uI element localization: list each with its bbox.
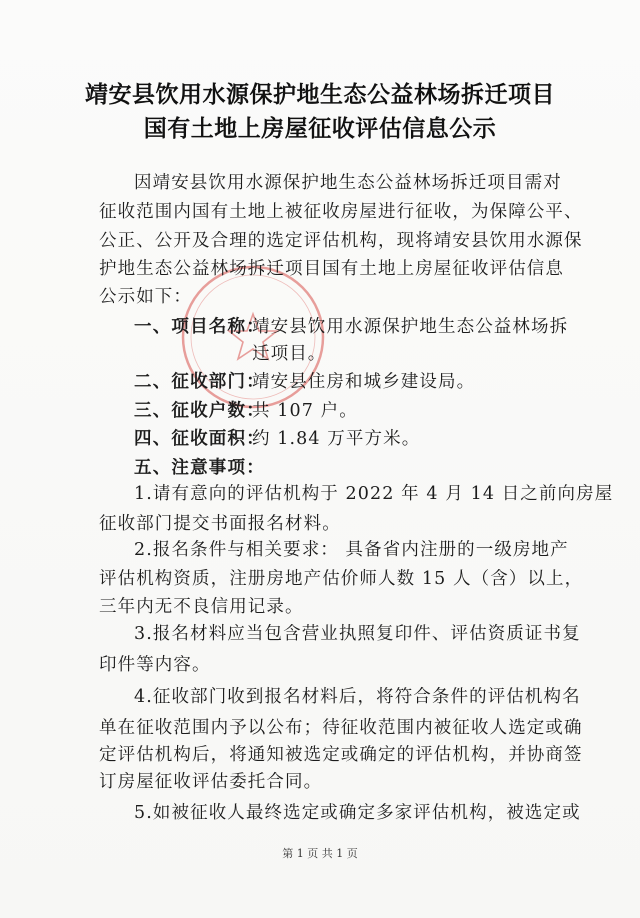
item-area-value: 约 1.84 万平方米。 xyxy=(252,429,421,449)
note-4-line-1: 4.征收部门收到报名材料后，将符合条件的评估机构名 xyxy=(134,687,581,707)
intro-line-4: 护地生态公益林场拆迁项目国有土地上房屋征收评估信息 xyxy=(99,259,564,279)
item-households-label: 三、征收户数： xyxy=(134,401,265,421)
intro-line-2: 征收范围内国有土地上被征收房屋进行征收，为保障公平、 xyxy=(99,202,583,222)
item-project-name-value-1: 靖安县饮用水源保护地生态公益林场拆 xyxy=(252,317,569,337)
item-area-label: 四、征收面积： xyxy=(134,429,265,449)
note-2-line-3: 三年内无不良信用记录。 xyxy=(99,597,304,617)
item-households-value: 共 107 户。 xyxy=(252,401,358,421)
note-3-line-1: 3.报名材料应当包含营业执照复印件、评估资质证书复 xyxy=(134,624,581,644)
page-footer: 第 1 页 共 1 页 xyxy=(282,847,358,860)
item-project-name-value-2: 迁项目。 xyxy=(252,344,327,364)
note-2-line-2: 评估机构资质，注册房地产估价师人数 15 人（含）以上， xyxy=(99,569,584,589)
item-department-label: 二、征收部门： xyxy=(134,372,265,392)
item-notes-label: 五、注意事项： xyxy=(134,458,265,478)
note-1-line-2: 征收部门提交书面报名材料。 xyxy=(99,514,341,534)
note-1-line-1: 1.请有意向的评估机构于 2022 年 4 月 14 日之前向房屋 xyxy=(134,484,614,504)
document-title-line1: 靖安县饮用水源保护地生态公益林场拆迁项目 xyxy=(85,82,555,108)
item-project-name-label: 一、项目名称： xyxy=(134,317,265,337)
note-4-line-4: 订房屋征收评估委托合同。 xyxy=(99,772,323,792)
note-5-line-1: 5.如被征收人最终选定或确定多家评估机构，被选定或 xyxy=(134,803,581,823)
note-4-line-2: 单在征收范围内予以公布；待征收范围内被征收人选定或确 xyxy=(99,718,583,738)
item-department-value: 靖安县住房和城乡建设局。 xyxy=(252,372,476,392)
note-2-line-1: 2.报名条件与相关要求： 具备省内注册的一级房地产 xyxy=(134,540,569,560)
intro-line-1: 因靖安县饮用水源保护地生态公益林场拆迁项目需对 xyxy=(134,173,562,193)
intro-line-3: 公正、公开及合理的选定评估机构，现将靖安县饮用水源保 xyxy=(99,231,583,251)
note-3-line-2: 印件等内容。 xyxy=(99,655,211,675)
document-title-line2: 国有土地上房屋征收评估信息公示 xyxy=(143,116,497,142)
note-4-line-3: 定评估机构后，将通知被选定或确定的评估机构，并协商签 xyxy=(99,745,583,765)
intro-line-5: 公示如下： xyxy=(99,287,192,307)
